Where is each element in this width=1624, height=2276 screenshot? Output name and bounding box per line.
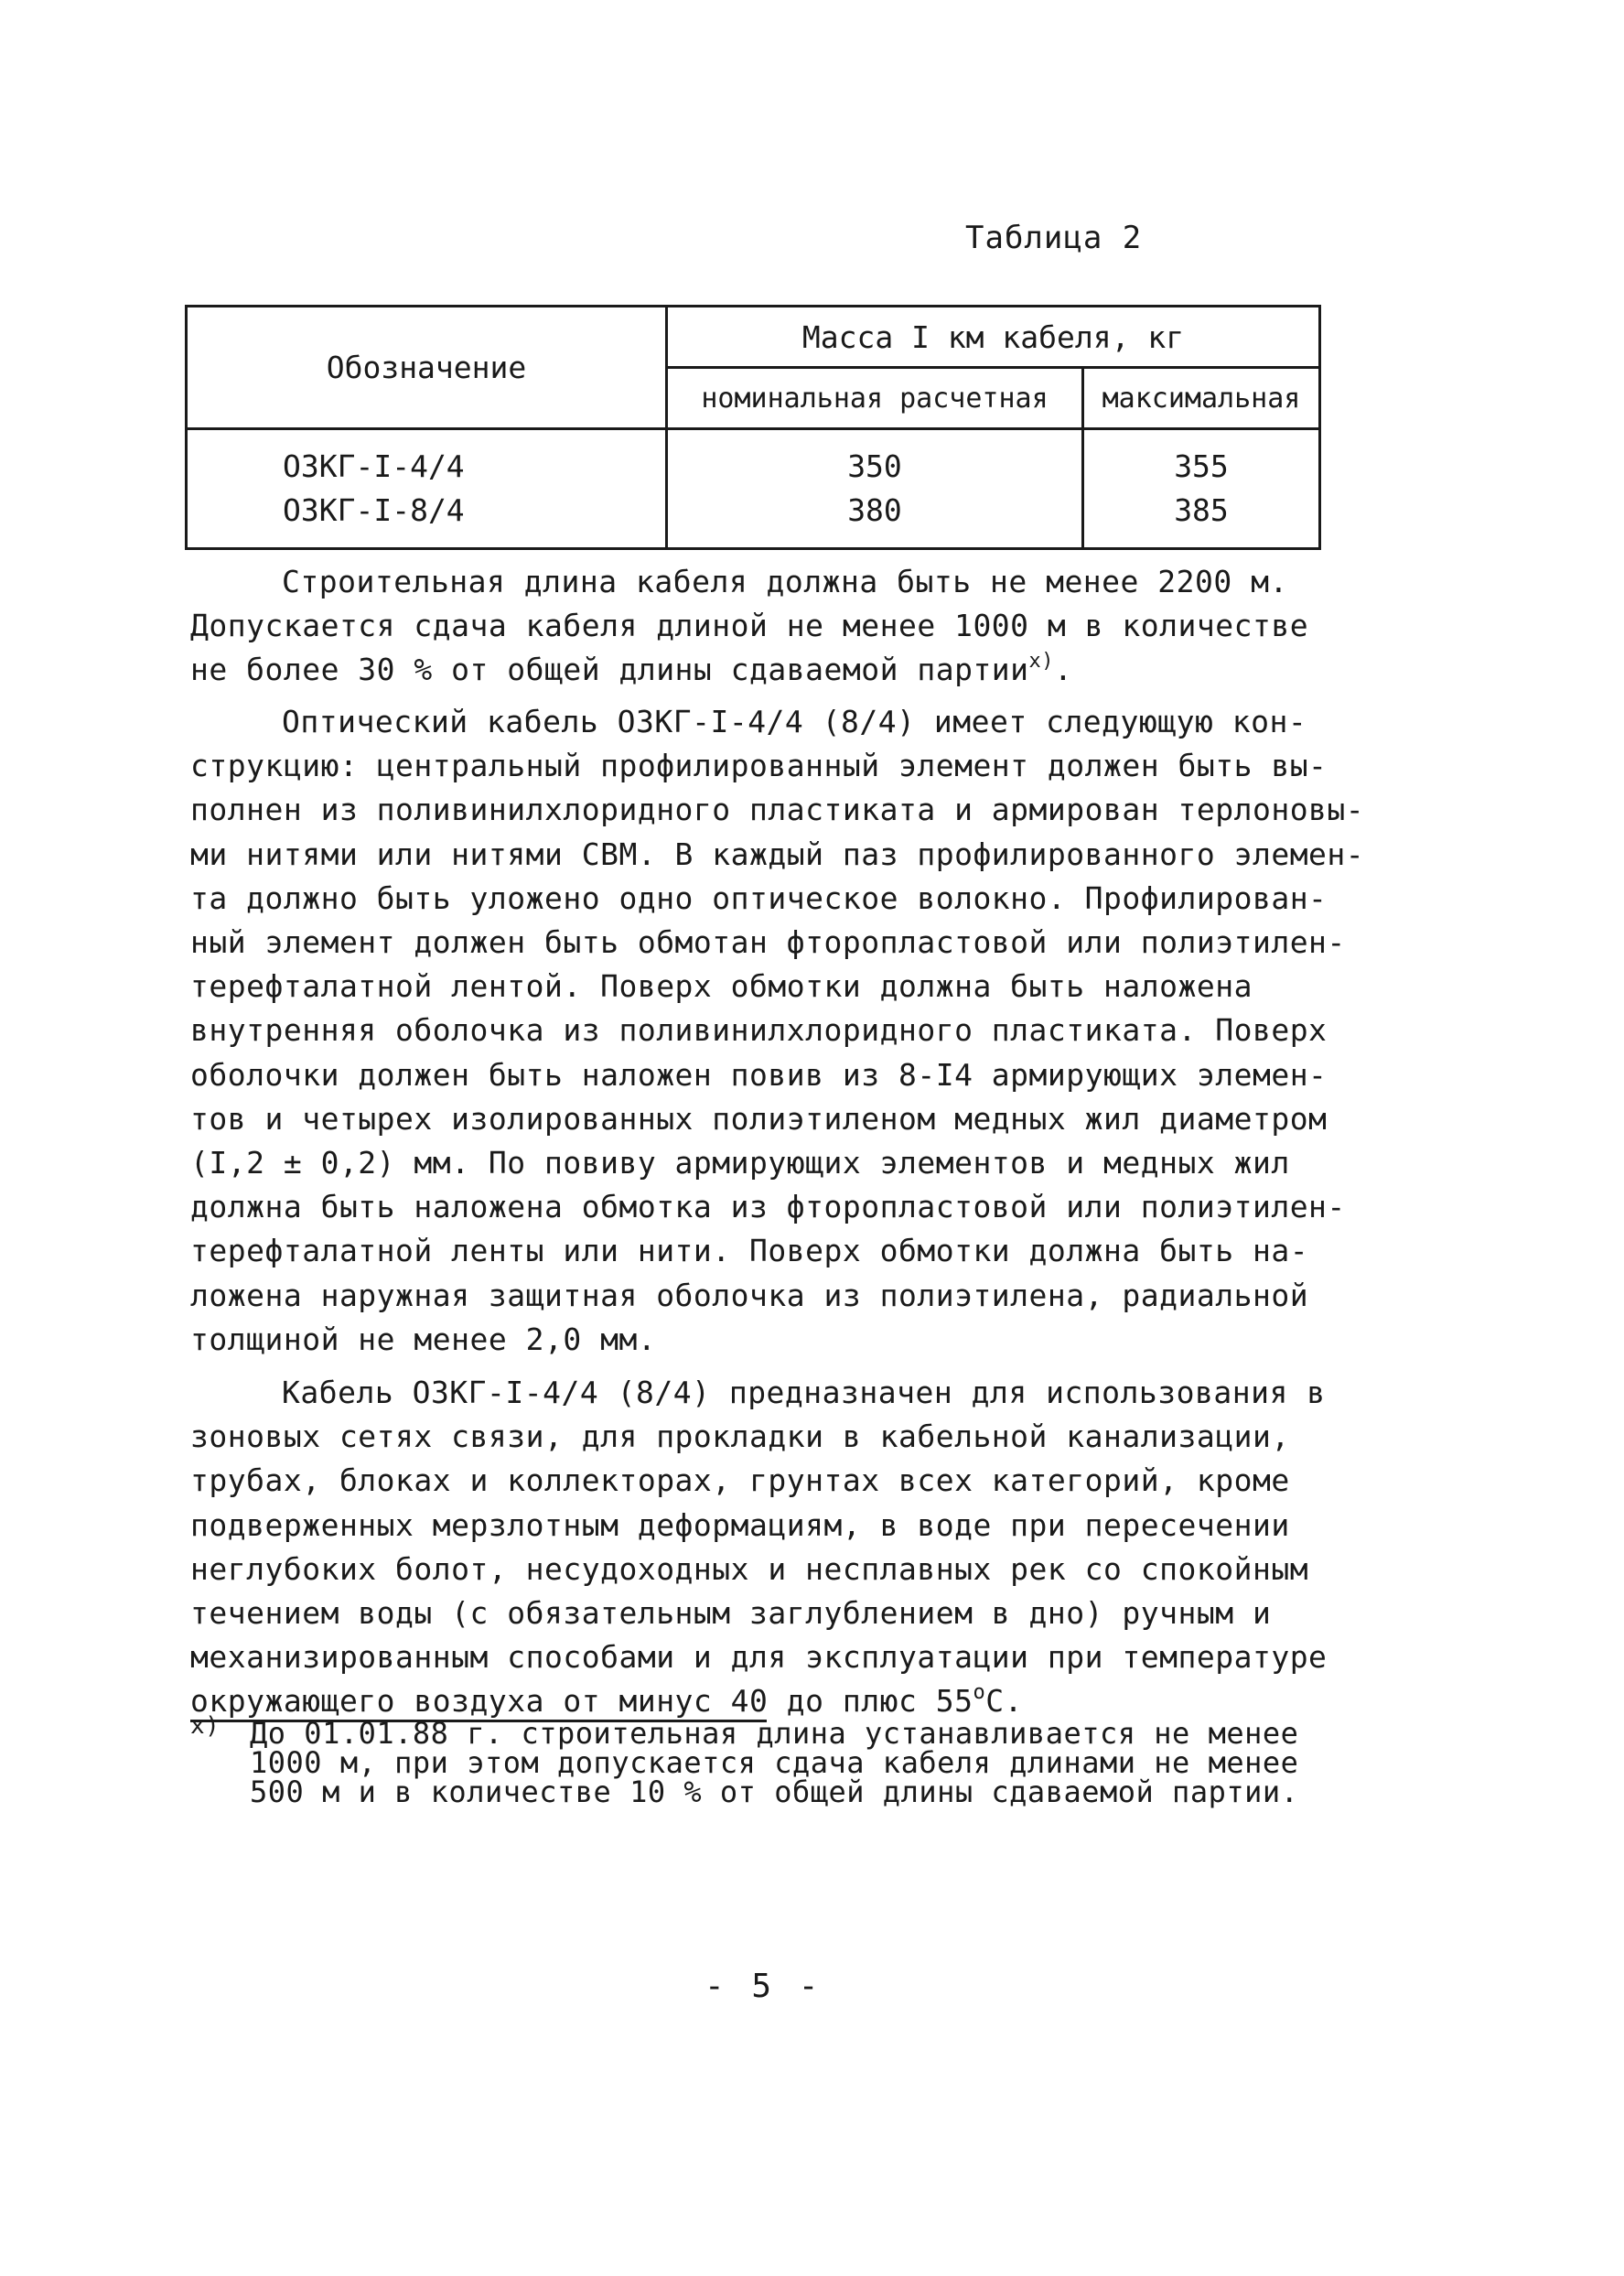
- text-line: терефталатной лентой. Поверх обмотки должна быть наложена: [190, 968, 1253, 1005]
- text-line: зоновых сетях связи, для прокладки в кабельной канализации,: [190, 1418, 1290, 1455]
- header-nominal: номинальная расчетная: [667, 368, 1083, 429]
- text-line: подверженных мерзлотным деформациям, в воде при пересечении: [190, 1506, 1290, 1543]
- text-line: механизированным способами и для эксплуатации при температуре: [190, 1639, 1328, 1676]
- table-row-nominal: 380: [847, 492, 902, 528]
- text-line: ми нитями или нитями СВМ. В каждый паз профилированного элемен-: [190, 836, 1365, 872]
- text-line: (I,2 ± 0,2) мм. По повиву армирующих элементов и медных жил: [190, 1145, 1290, 1181]
- paragraph-length: [190, 560, 1343, 693]
- text-fragment: .: [1054, 652, 1073, 688]
- header-mass-group: Масса I км кабеля, кг: [667, 307, 1320, 368]
- page-number: - 5 -: [704, 1968, 823, 2005]
- table-row-designation: ОЗКГ-I-8/4: [283, 492, 465, 528]
- text-line: Кабель ОЗКГ-I-4/4 (8/4) предназначен для использования в: [282, 1375, 1326, 1410]
- footnote-reference: х): [1028, 650, 1055, 674]
- text-line: неглубоких болот, несудоходных и несплавных рек со спокойным: [190, 1550, 1309, 1587]
- paragraph-application: [190, 1371, 1343, 1724]
- degree-sign: о: [973, 1681, 986, 1705]
- footnote: [190, 1712, 1343, 1809]
- text-line: ложена наружная защитная оболочка из полиэтилена, радиальной: [190, 1277, 1309, 1313]
- table-caption: Таблица 2: [965, 220, 1143, 256]
- nominal-cell: [667, 429, 1083, 549]
- text-line: Оптический кабель ОЗКГ-I-4/4 (8/4) имеет следующую кон-: [282, 704, 1307, 739]
- text-line: Допускается сдача кабеля длиной не менее 1000 м в количестве: [190, 608, 1309, 644]
- text-line: терефталатной ленты или нити. Поверх обмотки должна быть на-: [190, 1233, 1309, 1269]
- header-designation: Обозначение: [187, 307, 667, 429]
- text-line: течением воды (с обязательным заглублением в дно) ручным и: [190, 1595, 1272, 1632]
- footnote-line: 1000 м, при этом допускается сдача кабеля длинами не менее: [250, 1745, 1299, 1780]
- text-line: та должно быть уложено одно оптическое волокно. Профилирован-: [190, 879, 1328, 916]
- text-line: ный элемент должен быть обмотан фторопластовой или полиэтилен-: [190, 924, 1346, 961]
- text-line: [190, 648, 1343, 692]
- text-line: оболочки должен быть наложен повив из 8-I4 армирующих элемен-: [190, 1056, 1328, 1093]
- cable-mass-table: [185, 305, 1321, 550]
- header-max: максимальная: [1083, 368, 1320, 429]
- text-fragment: окружающего воздуха от минус 40 до плюс 55: [190, 1683, 973, 1720]
- text-line: полнен из поливинилхлоридного пластиката и армирован терлоновы-: [190, 792, 1365, 828]
- designation-cell: [187, 429, 667, 549]
- table-row-max: 355: [1174, 448, 1229, 484]
- table-row-max: 385: [1174, 492, 1229, 528]
- text-line: тов и четырех изолированных полиэтиленом медных жил диаметром: [190, 1100, 1328, 1137]
- table-body-row: [187, 429, 1320, 549]
- footnote-body: [190, 1716, 1343, 1809]
- footnote-line: До 01.01.88 г. строительная длина устанавливается не менее: [250, 1716, 1299, 1751]
- table-row-designation: ОЗКГ-I-4/4: [283, 448, 465, 484]
- text-fragment: С.: [985, 1683, 1023, 1720]
- text-line: внутренняя оболочка из поливинилхлоридного пластиката. Поверх: [190, 1012, 1328, 1049]
- text-line: должна быть наложена обмотка из фторопластовой или полиэтилен-: [190, 1189, 1346, 1225]
- text-fragment: не более 30 % от общей длины сдаваемой партии: [190, 652, 1029, 688]
- table-row-nominal: 350: [847, 448, 902, 484]
- footnote-line: 500 м и в количестве 10 % от общей длины сдаваемой партии.: [250, 1774, 1299, 1809]
- text-line: Строительная длина кабеля должна быть не менее 2200 м.: [282, 564, 1288, 599]
- text-line: толщиной не менее 2,0 мм.: [190, 1321, 657, 1357]
- footnote-mark: х): [190, 1712, 220, 1740]
- text-line: струкцию: центральный профилированный элемент должен быть вы-: [190, 748, 1328, 784]
- paragraph-construction: [190, 700, 1365, 1362]
- max-cell: [1083, 429, 1320, 549]
- text-line: трубах, блоках и коллекторах, грунтах всех категорий, кроме: [190, 1462, 1290, 1499]
